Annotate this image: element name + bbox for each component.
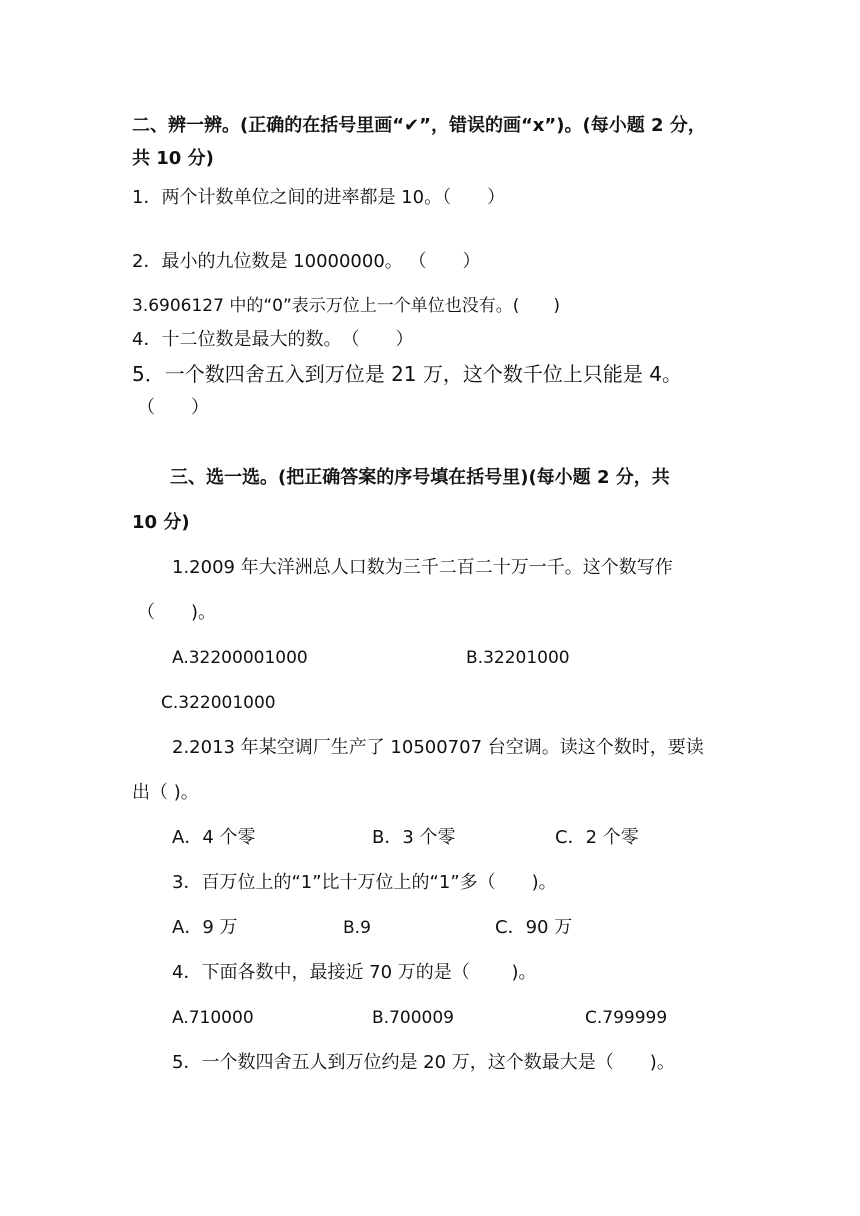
section3-title-line2: 10 分) <box>132 512 190 533</box>
section2-item-3: 3.6906127 中的“0”表示万位上一个单位也没有。( ) <box>132 296 561 316</box>
q2-option-a: A．4 个零 <box>172 827 256 848</box>
q2-option-c: C．2 个零 <box>555 827 639 848</box>
q3-option-c: C．90 万 <box>495 917 573 938</box>
section2-item-4: 4．十二位数是最大的数。 （ ） <box>132 329 414 350</box>
section2-item-5-blank: （ ） <box>137 397 209 418</box>
q3-option-b: B.9 <box>343 918 371 938</box>
q1-option-a: A.32200001000 <box>172 648 308 668</box>
q4-option-b: B.700009 <box>372 1008 454 1028</box>
q1-option-b: B.32201000 <box>466 648 570 668</box>
section2-title-line1: 二、辨一辨。(正确的在括号里画“✔”，错误的画“x”)。(每小题 2 分， <box>132 115 706 136</box>
q5-stem: 5．一个数四舍五人到万位约是 20 万，这个数最大是（ )。 <box>172 1052 675 1073</box>
section3-title-line1: 三、选一选。(把正确答案的序号填在括号里)(每小题 2 分，共 <box>170 467 670 488</box>
q4-stem: 4．下面各数中，最接近 70 万的是（ )。 <box>172 962 537 983</box>
q1-stem-line1: 1.2009 年大洋洲总人口数为三千二百二十万一千。这个数写作 <box>172 557 673 578</box>
q3-option-a: A．9 万 <box>172 917 238 938</box>
q2-stem-line1: 2.2013 年某空调厂生产了 10500707 台空调。读这个数时，要读 <box>172 737 704 758</box>
section2-item-1: 1．两个计数单位之间的进率都是 10。（ ） <box>132 187 506 208</box>
q3-stem: 3．百万位上的“1”比十万位上的“1”多（ )。 <box>172 872 557 893</box>
q1-option-c: C.322001000 <box>161 693 276 713</box>
section2-item-5: 5．一个数四舍五入到万位是 21 万，这个数千位上只能是 4。 <box>132 362 682 386</box>
section2-title-line2: 共 10 分) <box>132 148 214 169</box>
q4-option-a: A.710000 <box>172 1008 254 1028</box>
q2-stem-line2: 出（ )。 <box>132 782 199 803</box>
q1-stem-line2: （ )。 <box>137 602 217 623</box>
section2-item-2: 2．最小的九位数是 10000000。 （ ） <box>132 251 481 272</box>
q4-option-c: C.799999 <box>585 1008 668 1028</box>
q2-option-b: B．3 个零 <box>372 827 456 848</box>
